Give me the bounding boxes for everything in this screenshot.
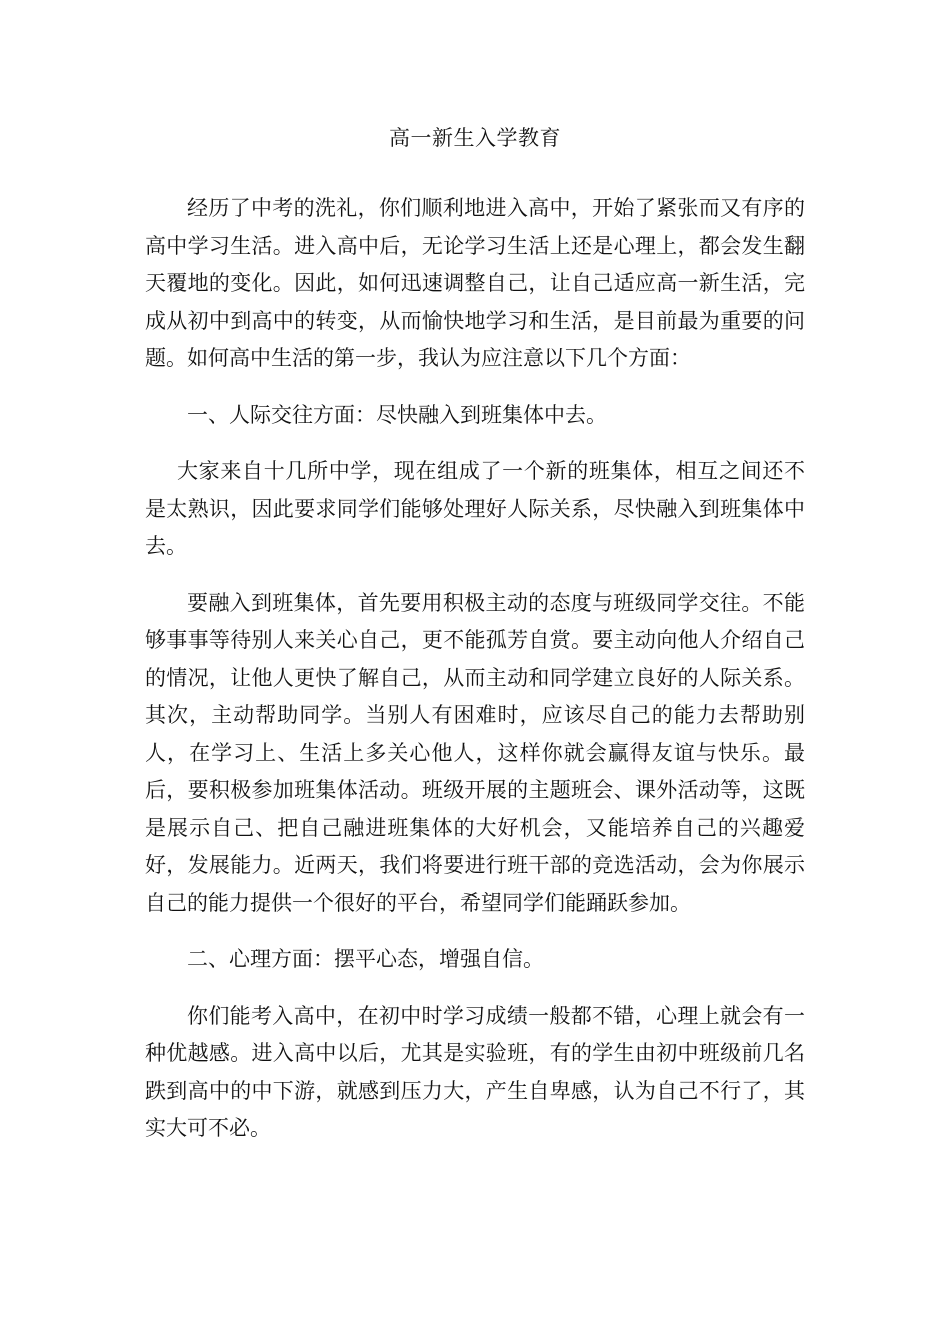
- document-body: [145, 190, 805, 1148]
- paragraph-integration-advice: 要融入到班集体，首先要用积极主动的态度与班级同学交往。不能够事事等待别人来关心自己，更不能孤芳自赏。要主动向他人介绍自己的情况，让他人更快了解自己，从而主动和同学建立良好的人际关系。其次，主动帮助同学。当别人有困难时，应该尽自己的能力去帮助别人，在学习上、生活上多关心他人，这样你就会赢得友谊与快乐。最后，要积极参加班集体活动。班级开展的主题班会、课外活动等，这既是展示自己、把自己融进班集体的大好机会，又能培养自己的兴趣爱好，发展能力。近两天，我们将要进行班干部的竞选活动，会为你展示自己的能力提供一个很好的平台，希望同学们能踊跃参加。: [145, 590, 805, 915]
- paragraph-class-community: 大家来自十几所中学，现在组成了一个新的班集体，相互之间还不是太熟识，因此要求同学们能够处理好人际关系，尽快融入到班集体中去。: [145, 459, 805, 558]
- section-heading-interpersonal: 一、人际交往方面：尽快融入到班集体中去。: [187, 402, 607, 427]
- document-title: 高一新生入学教育: [389, 126, 561, 150]
- section-heading-psychology: 二、心理方面：摆平心态，增强自信。: [187, 947, 544, 971]
- paragraph-mindset: 你们能考入高中，在初中时学习成绩一般都不错，心理上就会有一种优越感。进入高中以后，尤其是实验班，有的学生由初中班级前几名跌到高中的中下游，就感到压力大，产生自卑感，认为自己不行了，其实大可不必。: [145, 1003, 805, 1140]
- intro-paragraph: 经历了中考的洗礼，你们顺利地进入高中，开始了紧张而又有序的高中学习生活。进入高中后，无论学习生活上还是心理上，都会发生翻天覆地的变化。因此，如何迅速调整自己，让自己适应高一新生活，完成从初中到高中的转变，从而愉快地学习和生活，是目前最为重要的问题。如何高中生活的第一步，我认为应注意以下几个方面：: [145, 196, 805, 370]
